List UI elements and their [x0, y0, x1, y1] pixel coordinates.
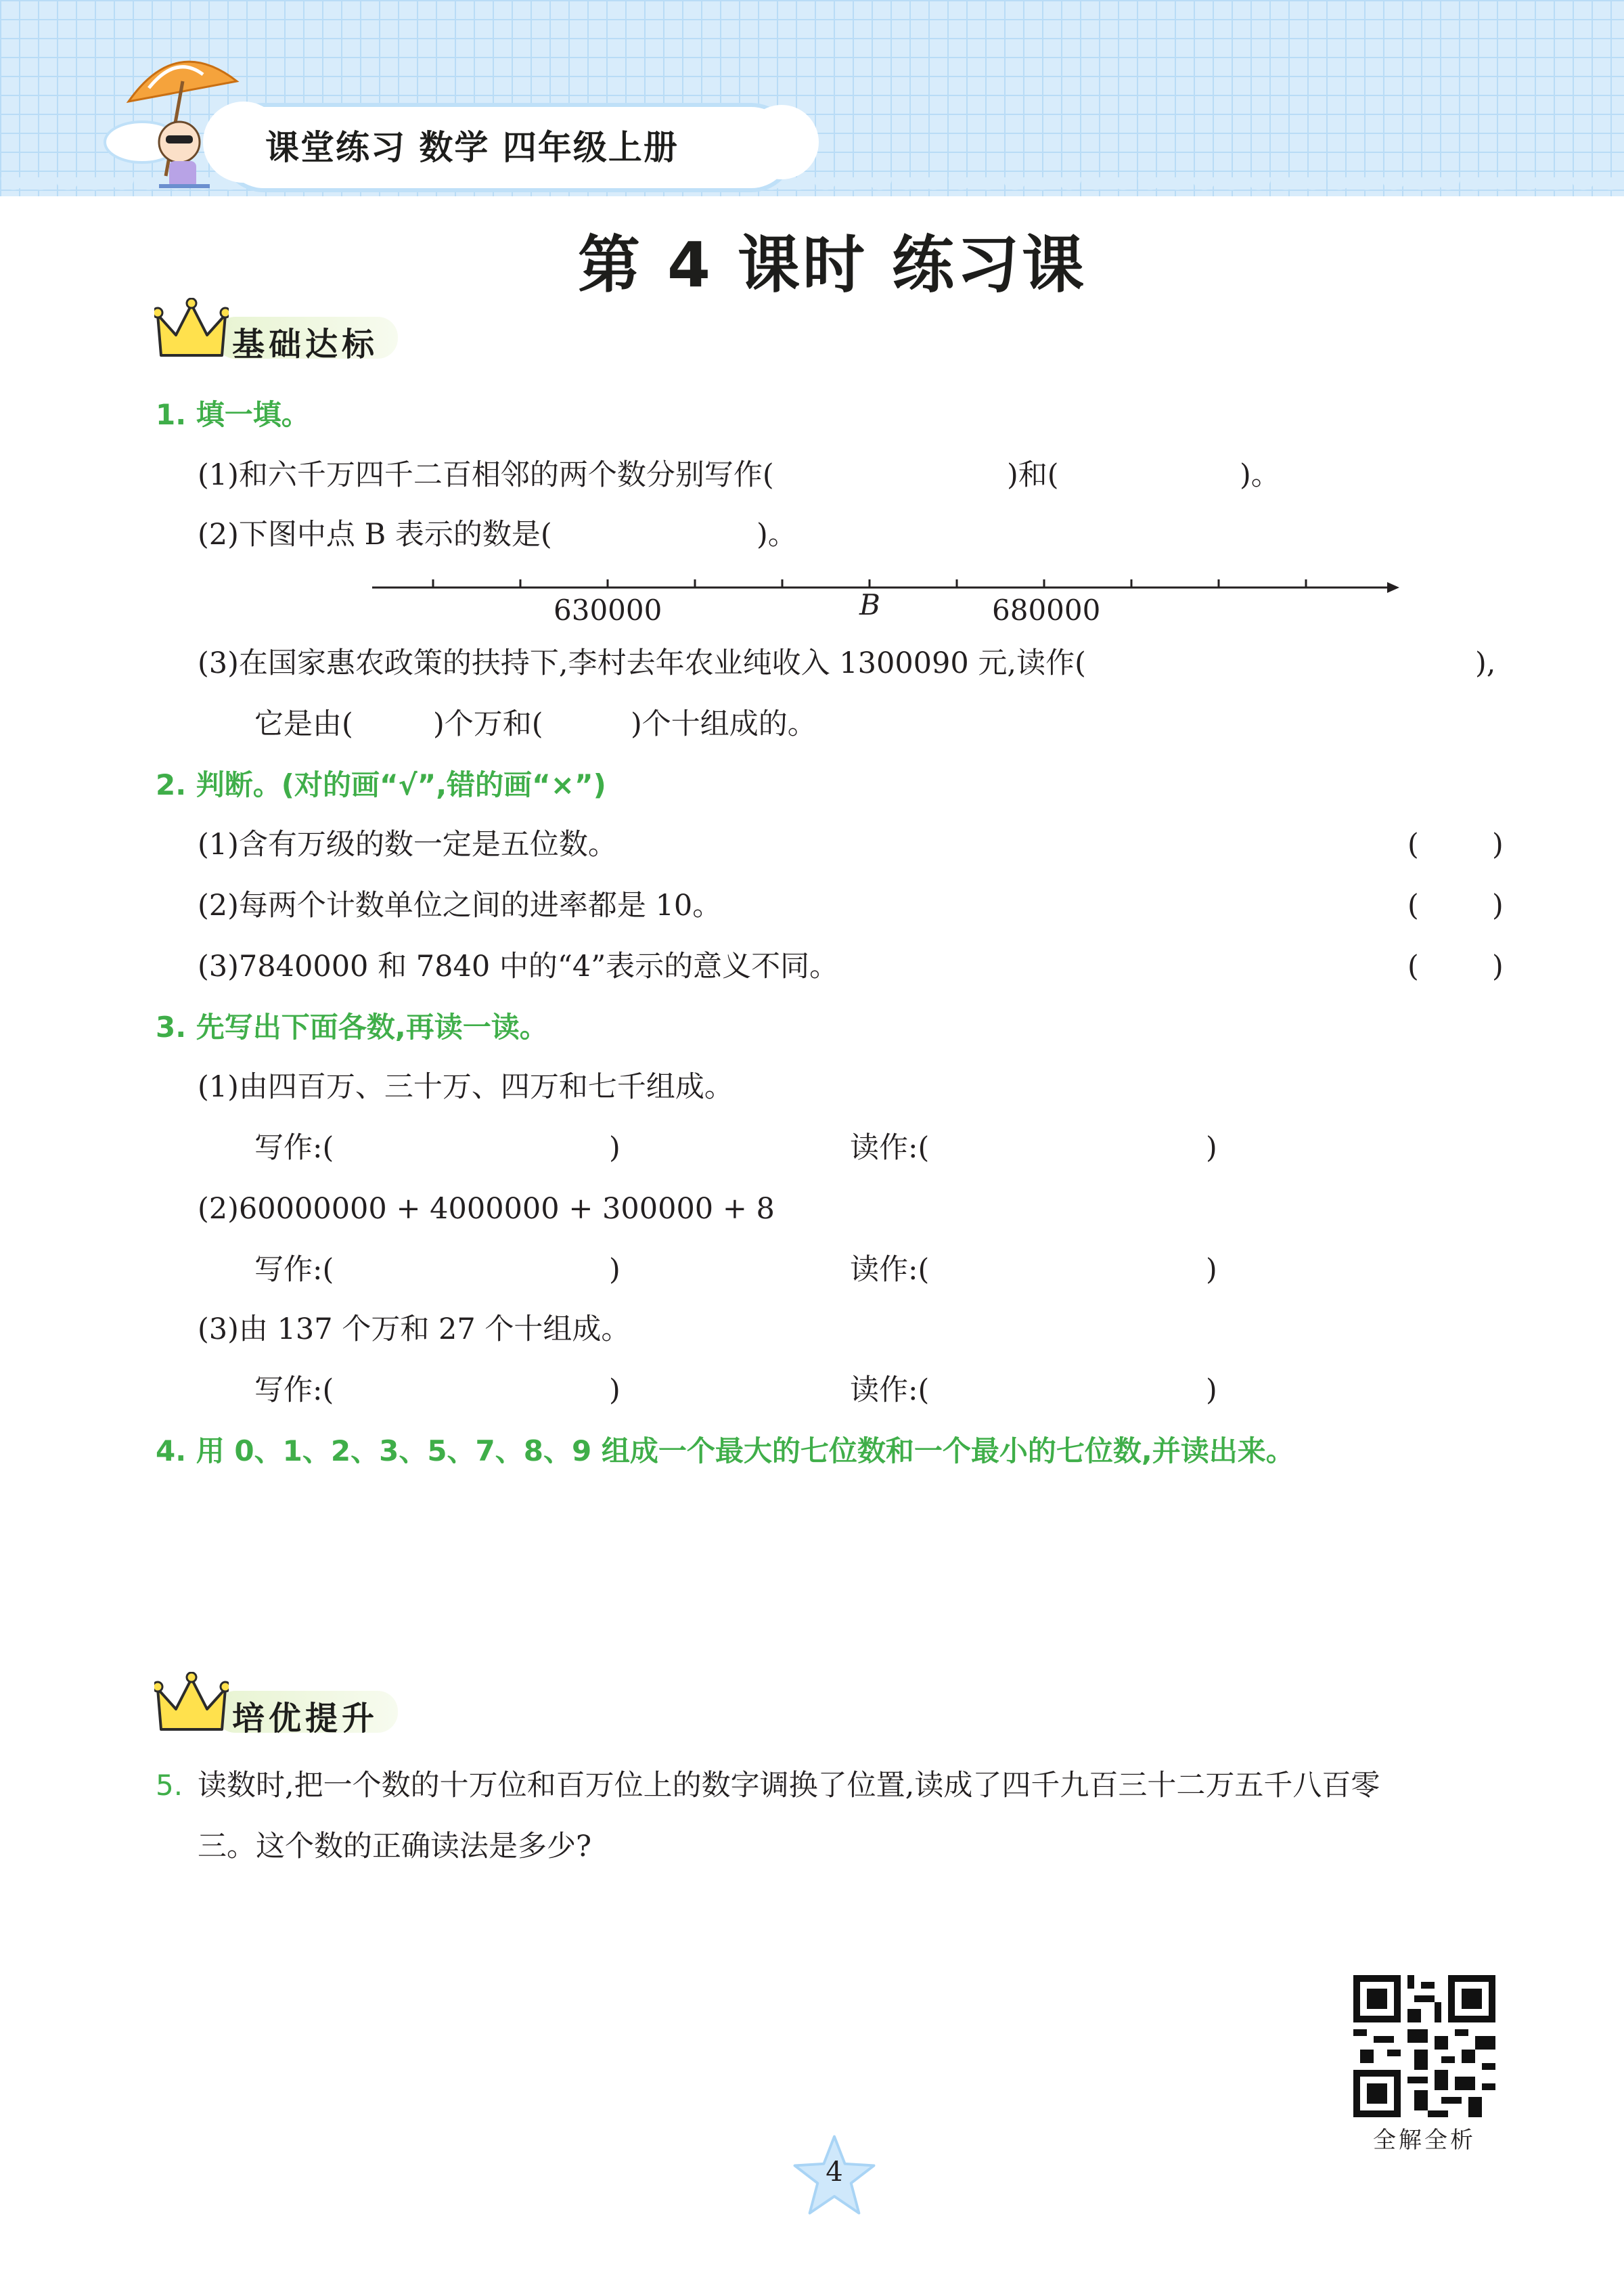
q1-part1-text: )。: [1240, 458, 1280, 492]
qr-code-label: 全解全析: [1373, 2127, 1476, 2154]
read-label: 读作:(: [850, 1373, 930, 1407]
lesson-title: 第 4 课时 练习课: [577, 229, 1087, 301]
answer-paren-close: ): [1492, 950, 1504, 983]
question-4-title: 4. 用 0、1、2、3、5、7、8、9 组成一个最大的七位数和一个最小的七位数,并读出来。: [156, 1434, 1294, 1467]
qr-code-icon[interactable]: [1353, 1975, 1495, 2117]
section-label: 基础达标: [232, 326, 379, 363]
q2-item: (2)每两个计数单位之间的进率都是 10。: [198, 889, 722, 923]
number-line: [372, 569, 1401, 623]
q1-part2-text: )。: [757, 518, 797, 552]
cloud-bump: [744, 105, 819, 179]
q1-part1-text: )和(: [1007, 458, 1059, 492]
paren-close: ): [1206, 1253, 1217, 1287]
q2-item: (3)7840000 和 7840 中的“4”表示的意义不同。: [198, 950, 839, 983]
answer-paren-open: (: [1407, 950, 1419, 983]
q3-part1-text: (1)由四百万、三十万、四万和七千组成。: [198, 1070, 734, 1104]
q1-part1-text: (1)和六千万四千二百相邻的两个数分别写作(: [198, 458, 774, 492]
answer-paren-open: (: [1407, 889, 1419, 923]
question-5-line2: 三。这个数的正确读法是多少?: [198, 1830, 592, 1863]
question-5-line1: 读数时,把一个数的十万位和百万位上的数字调换了位置,读成了四千九百三十二万五千八百零: [198, 1769, 1380, 1802]
write-label: 写作:(: [254, 1131, 334, 1165]
crown-icon: [154, 1672, 229, 1740]
section-label: 培优提升: [232, 1700, 379, 1738]
number-line-label: 630000: [554, 594, 662, 627]
answer-paren-open: (: [1407, 828, 1419, 862]
q3-part3-text: (3)由 137 个万和 27 个十组成。: [198, 1312, 631, 1346]
question-3-title: 3. 先写出下面各数,再读一读。: [156, 1011, 548, 1044]
mascot-umbrella-icon: [102, 41, 264, 196]
answer-paren-close: ): [1492, 828, 1504, 862]
write-label: 写作:(: [254, 1253, 334, 1287]
paren-close: ): [1206, 1131, 1217, 1165]
read-label: 读作:(: [850, 1131, 930, 1165]
series-title: 课堂练习 数学 四年级上册: [265, 128, 679, 167]
paren-close: ): [1206, 1373, 1217, 1407]
number-line-point-b: B: [859, 588, 880, 621]
read-label: 读作:(: [850, 1253, 930, 1287]
page-number: 4: [826, 2156, 843, 2188]
answer-paren-close: ): [1492, 889, 1504, 923]
paren-close: ): [609, 1131, 621, 1165]
q1-part3-line2: )个万和(: [433, 707, 543, 741]
paren-close: ): [609, 1373, 621, 1407]
q1-part2-text: (2)下图中点 B 表示的数是(: [198, 518, 552, 552]
q1-part3-text: ),: [1475, 646, 1496, 680]
number-line-label: 680000: [992, 594, 1101, 627]
q1-part3-text: (3)在国家惠农政策的扶持下,李村去年农业纯收入 1300090 元,读作(: [198, 646, 1086, 680]
question-2-title: 2. 判断。(对的画“√”,错的画“×”): [156, 768, 606, 801]
crown-icon: [154, 298, 229, 366]
question-5-number: 5.: [156, 1769, 183, 1802]
q1-part3-line2: )个十组成的。: [631, 707, 817, 741]
q2-item: (1)含有万级的数一定是五位数。: [198, 828, 617, 862]
paren-close: ): [609, 1253, 621, 1287]
question-1-title: 1. 填一填。: [156, 398, 310, 431]
q1-part3-line2: 它是由(: [254, 707, 353, 741]
q3-part2-text: (2)60000000 + 4000000 + 300000 + 8: [198, 1192, 775, 1226]
section-banner-advanced: [154, 1672, 425, 1746]
section-banner-basic: [154, 298, 425, 372]
write-label: 写作:(: [254, 1373, 334, 1407]
